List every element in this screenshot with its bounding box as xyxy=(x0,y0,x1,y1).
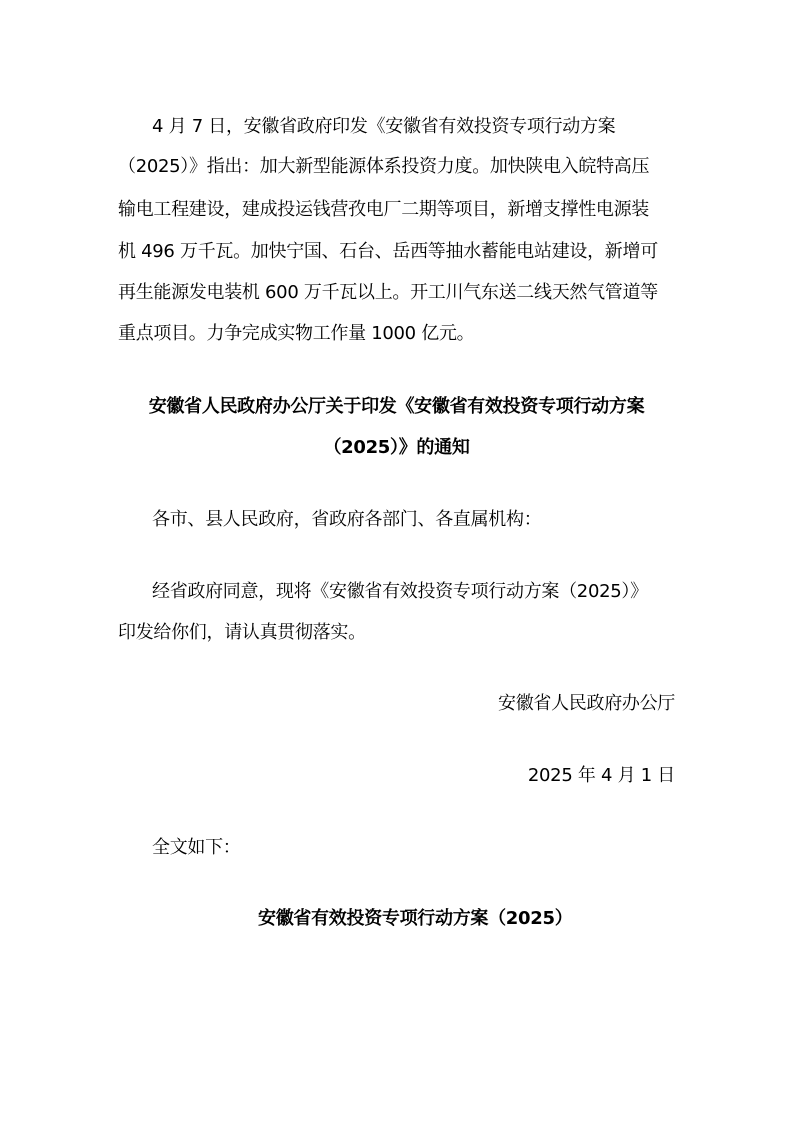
addressee: 各市、县人民政府，省政府各部门、各直属机构： xyxy=(152,509,542,530)
intro-line-1: 4 月 7 日，安徽省政府印发《安徽省有效投资专项行动方案 xyxy=(152,116,616,137)
notice-title-line-1: 安徽省人民政府办公厅关于印发《安徽省有效投资专项行动方案 xyxy=(148,396,645,417)
signature: 安徽省人民政府办公厅 xyxy=(498,693,675,714)
date: 2025 年 4 月 1 日 xyxy=(527,765,675,786)
intro-line-4: 机 496 万千瓦。加快宁国、石台、岳西等抽水蓄能电站建设，新增可 xyxy=(118,241,658,262)
full-text-intro: 全文如下： xyxy=(152,837,241,858)
intro-line-6: 重点项目。力争完成实物工作量 1000 亿元。 xyxy=(118,323,475,344)
intro-line-3: 输电工程建设，建成投运钱营孜电厂二期等项目，新增支撑性电源装 xyxy=(118,199,649,220)
body-line-1: 经省政府同意，现将《安徽省有效投资专项行动方案（2025）》 xyxy=(152,581,648,602)
plan-title: 安徽省有效投资专项行动方案（2025） xyxy=(258,908,573,929)
notice-title-line-2: （2025）》的通知 xyxy=(323,437,470,458)
body-line-2: 印发给你们，请认真贯彻落实。 xyxy=(118,622,366,643)
intro-line-2: （2025）》指出：加大新型能源体系投资力度。加快陕电入皖特高压 xyxy=(118,156,650,177)
intro-line-5: 再生能源发电装机 600 万千瓦以上。开工川气东送二线天然气管道等 xyxy=(118,282,658,303)
